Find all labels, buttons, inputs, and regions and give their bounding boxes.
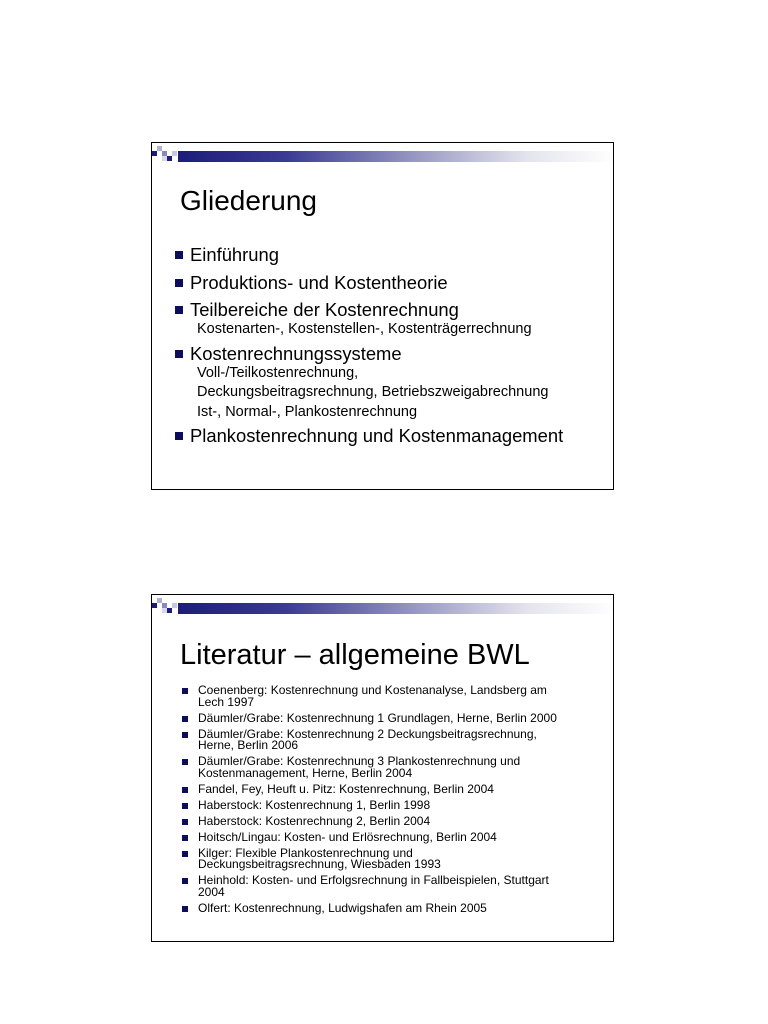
- outline-item-label: Plankostenrechnung und Kostenmanagement: [190, 425, 564, 446]
- literature-line: Lech 1997: [198, 694, 255, 709]
- banner-square: [152, 603, 157, 608]
- banner-gradient-bar: [178, 151, 614, 162]
- literature-line: Haberstock: Kostenrechnung 1, Berlin 1998: [198, 797, 431, 812]
- literature-line: Däumler/Grabe: Kostenrechnung 2 Deckungsbeitragsrechnung,: [198, 726, 537, 741]
- square-bullet-icon: [182, 759, 188, 765]
- outline-item-label: Teilbereiche der Kostenrechnung: [190, 299, 459, 320]
- outline-item: [175, 300, 613, 340]
- banner-square: [167, 156, 172, 161]
- square-bullet-icon: [175, 432, 183, 440]
- outline-subitem: Kostenarten-, Kostenstellen-, Kostenträgerrechnung: [197, 321, 532, 337]
- banner-square: [152, 151, 157, 156]
- title-banner-decoration: [152, 143, 613, 165]
- slide-title: Literatur – allgemeine BWL: [180, 639, 530, 671]
- literature-item: [182, 726, 602, 752]
- outline-item: [175, 344, 613, 423]
- square-bullet-icon: [175, 251, 183, 259]
- banner-square: [172, 603, 177, 608]
- square-bullet-icon: [175, 306, 183, 314]
- slide-literatur: [151, 594, 614, 942]
- literature-item: [182, 813, 602, 828]
- outline-item: [175, 245, 613, 265]
- literature-line: Heinhold: Kosten- und Erfolgsrechnung in Fallbeispielen, Stuttgart: [198, 873, 549, 887]
- banner-square: [172, 151, 177, 156]
- literature-line: 2004: [198, 884, 225, 899]
- literature-item: [182, 845, 602, 871]
- literature-item: [182, 900, 602, 915]
- banner-square: [162, 156, 167, 161]
- square-bullet-icon: [182, 732, 188, 738]
- square-bullet-icon: [182, 851, 188, 857]
- literature-item: [182, 797, 602, 812]
- literature-item: [182, 756, 602, 779]
- square-bullet-icon: [182, 819, 188, 825]
- literature-line: Däumler/Grabe: Kostenrechnung 3 Plankostenrechnung und: [198, 754, 521, 768]
- outline-item: [175, 273, 613, 293]
- literature-item: [182, 710, 602, 725]
- literature-line: Kostenmanagement, Herne, Berlin 2004: [198, 765, 413, 780]
- literature-line: Herne, Berlin 2006: [198, 738, 299, 752]
- literature-item: [182, 829, 602, 844]
- square-bullet-icon: [175, 279, 183, 287]
- literature-item: [182, 875, 602, 898]
- literature-list: [182, 685, 602, 919]
- literature-item: [182, 685, 602, 708]
- literature-line: Coenenberg: Kostenrechnung und Kostenanalyse, Landsberg am: [198, 683, 547, 697]
- square-bullet-icon: [182, 878, 188, 884]
- literature-line: Däumler/Grabe: Kostenrechnung 1 Grundlagen, Herne, Berlin 2000: [198, 710, 557, 725]
- outline-subitem: Voll-/Teilkostenrechnung,: [197, 364, 359, 381]
- outline-list: [175, 245, 613, 454]
- banner-square: [162, 608, 167, 613]
- banner-gradient-bar: [178, 603, 614, 614]
- square-bullet-icon: [175, 350, 183, 358]
- square-bullet-icon: [182, 803, 188, 809]
- outline-subitem: Ist-, Normal-, Plankostenrechnung: [197, 403, 418, 420]
- square-bullet-icon: [182, 835, 188, 841]
- literature-line: Haberstock: Kostenrechnung 2, Berlin 2004: [198, 813, 431, 828]
- literature-line: Kilger: Flexible Plankostenrechnung und: [198, 845, 413, 860]
- literature-line: Hoitsch/Lingau: Kosten- und Erlösrechnung, Berlin 2004: [198, 829, 497, 844]
- outline-item-label: Einführung: [190, 244, 279, 265]
- square-bullet-icon: [182, 787, 188, 793]
- square-bullet-icon: [182, 688, 188, 694]
- square-bullet-icon: [182, 716, 188, 722]
- square-bullet-icon: [182, 906, 188, 912]
- literature-line: Fandel, Fey, Heuft u. Pitz: Kostenrechnung, Berlin 2004: [198, 781, 494, 796]
- slide-gliederung: [151, 142, 614, 490]
- slide-title: Gliederung: [180, 185, 317, 216]
- outline-subitem: Deckungsbeitragsrechnung, Betriebszweigabrechnung: [197, 384, 549, 400]
- title-banner-decoration: [152, 595, 613, 617]
- outline-item: [175, 426, 613, 446]
- banner-square: [167, 608, 172, 613]
- outline-item-label: Kostenrechnungssysteme: [190, 342, 402, 364]
- literature-item: [182, 781, 602, 796]
- outline-item-label: Produktions- und Kostentheorie: [190, 271, 448, 293]
- literature-line: Deckungsbeitragsrechnung, Wiesbaden 1993: [198, 857, 441, 871]
- literature-line: Olfert: Kostenrechnung, Ludwigshafen am Rhein 2005: [198, 900, 487, 915]
